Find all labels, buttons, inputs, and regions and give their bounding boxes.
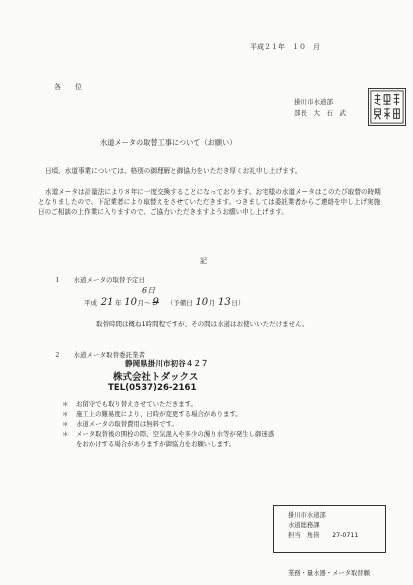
item2-label: ２ 水道メータ取替委託業者 <box>54 351 145 359</box>
body-paragraph-2 <box>38 187 383 217</box>
note-text: お留守でも取り替えさせていただきます。 <box>76 400 197 408</box>
ki-heading: 記 <box>200 257 207 265</box>
date-year-handwritten: 21 <box>100 297 114 308</box>
reserve-label: （予備日 <box>166 299 193 307</box>
body-paragraph-1 <box>38 166 383 176</box>
addressee: 各 位 <box>54 83 82 91</box>
note-continuation: をおかけする場合がありますが御協力をお願いします。 <box>76 440 236 448</box>
official-seal-stamp <box>368 88 406 126</box>
date-era: 平成 <box>84 299 97 307</box>
vendor-tel: TEL(0537)26-2161 <box>108 383 197 393</box>
document-date: 平成２１年 １０ 月 <box>250 43 320 51</box>
seal-icon <box>369 89 405 125</box>
date-correction-handwritten: 6日 <box>142 286 156 295</box>
date-day-handwritten: 9 <box>152 297 159 308</box>
asterisk-icon: ＊ <box>62 420 69 428</box>
asterisk-icon: ＊ <box>62 400 69 408</box>
date-month-unit: 月 <box>137 299 145 307</box>
date-month-handwritten: 10 <box>124 297 138 308</box>
contact-person-phone: 担当 角皆 27-0711 <box>288 532 359 539</box>
item1-date-line <box>84 298 244 309</box>
asterisk-icon: ＊ <box>62 430 69 438</box>
note-text: 水道メータの取替費用は無料です。 <box>76 420 178 428</box>
note-item <box>62 410 242 420</box>
reserve-day-handwritten: 13 <box>218 297 231 308</box>
contact-section: 水道総務課 <box>288 522 320 529</box>
date-tilde: 〜 <box>144 299 151 307</box>
asterisk-icon: ＊ <box>62 410 69 418</box>
item1-note: 取替時間は概ね1時間程ですが、その間は水道はお使いいただけません。 <box>96 320 309 328</box>
body-paragraph-1-text: 日頃、水道事業については、格別の御理解と御協力をいただき厚くお礼申し上げます。 <box>45 167 302 175</box>
contact-org: 掛川市水道部 <box>288 512 326 519</box>
vendor-address: 静岡県掛川市初谷４２７ <box>125 359 209 368</box>
date-year-unit: 年 <box>115 299 122 307</box>
reserve-month-handwritten: 10 <box>195 297 209 308</box>
note-item <box>62 420 178 430</box>
subject-title: 水道メータの取替工事について（お願い） <box>100 138 237 147</box>
body-paragraph-2-text: 水道メータは計量法により８年に一度交換することになっております。お宅様の水道メータはこのたび取替の時期となりましたので、下記業者により取替えをさせていただきます。つきましては委託業者からご連絡を申し上げ実施日のご相談の上作業に入りますので、ご協力いただきますようお願い申し上げます。 <box>38 188 381 216</box>
note-text: 施工上の難易度により、日時が変更する場合があります。 <box>76 410 242 418</box>
vendor-name: 株式会社トダックス <box>113 372 199 383</box>
reserve-month-unit: 月 <box>208 299 216 307</box>
issuer-title-name: 部長 大 石 武 <box>294 109 346 117</box>
contact-box <box>273 505 386 553</box>
note-item <box>62 400 197 410</box>
note-item <box>62 430 274 440</box>
note-text: メータ取替後の開栓の際、空気混入や多少の濁り水等が発生し御迷惑 <box>76 430 275 438</box>
footer-label: 業務・量水器・メータ取替願 <box>288 570 370 577</box>
reserve-day-unit: 日） <box>231 299 245 307</box>
issuer-org: 掛川市水道部 <box>294 98 333 106</box>
item1-label: １ 水道メータの取替予定日 <box>54 276 145 284</box>
